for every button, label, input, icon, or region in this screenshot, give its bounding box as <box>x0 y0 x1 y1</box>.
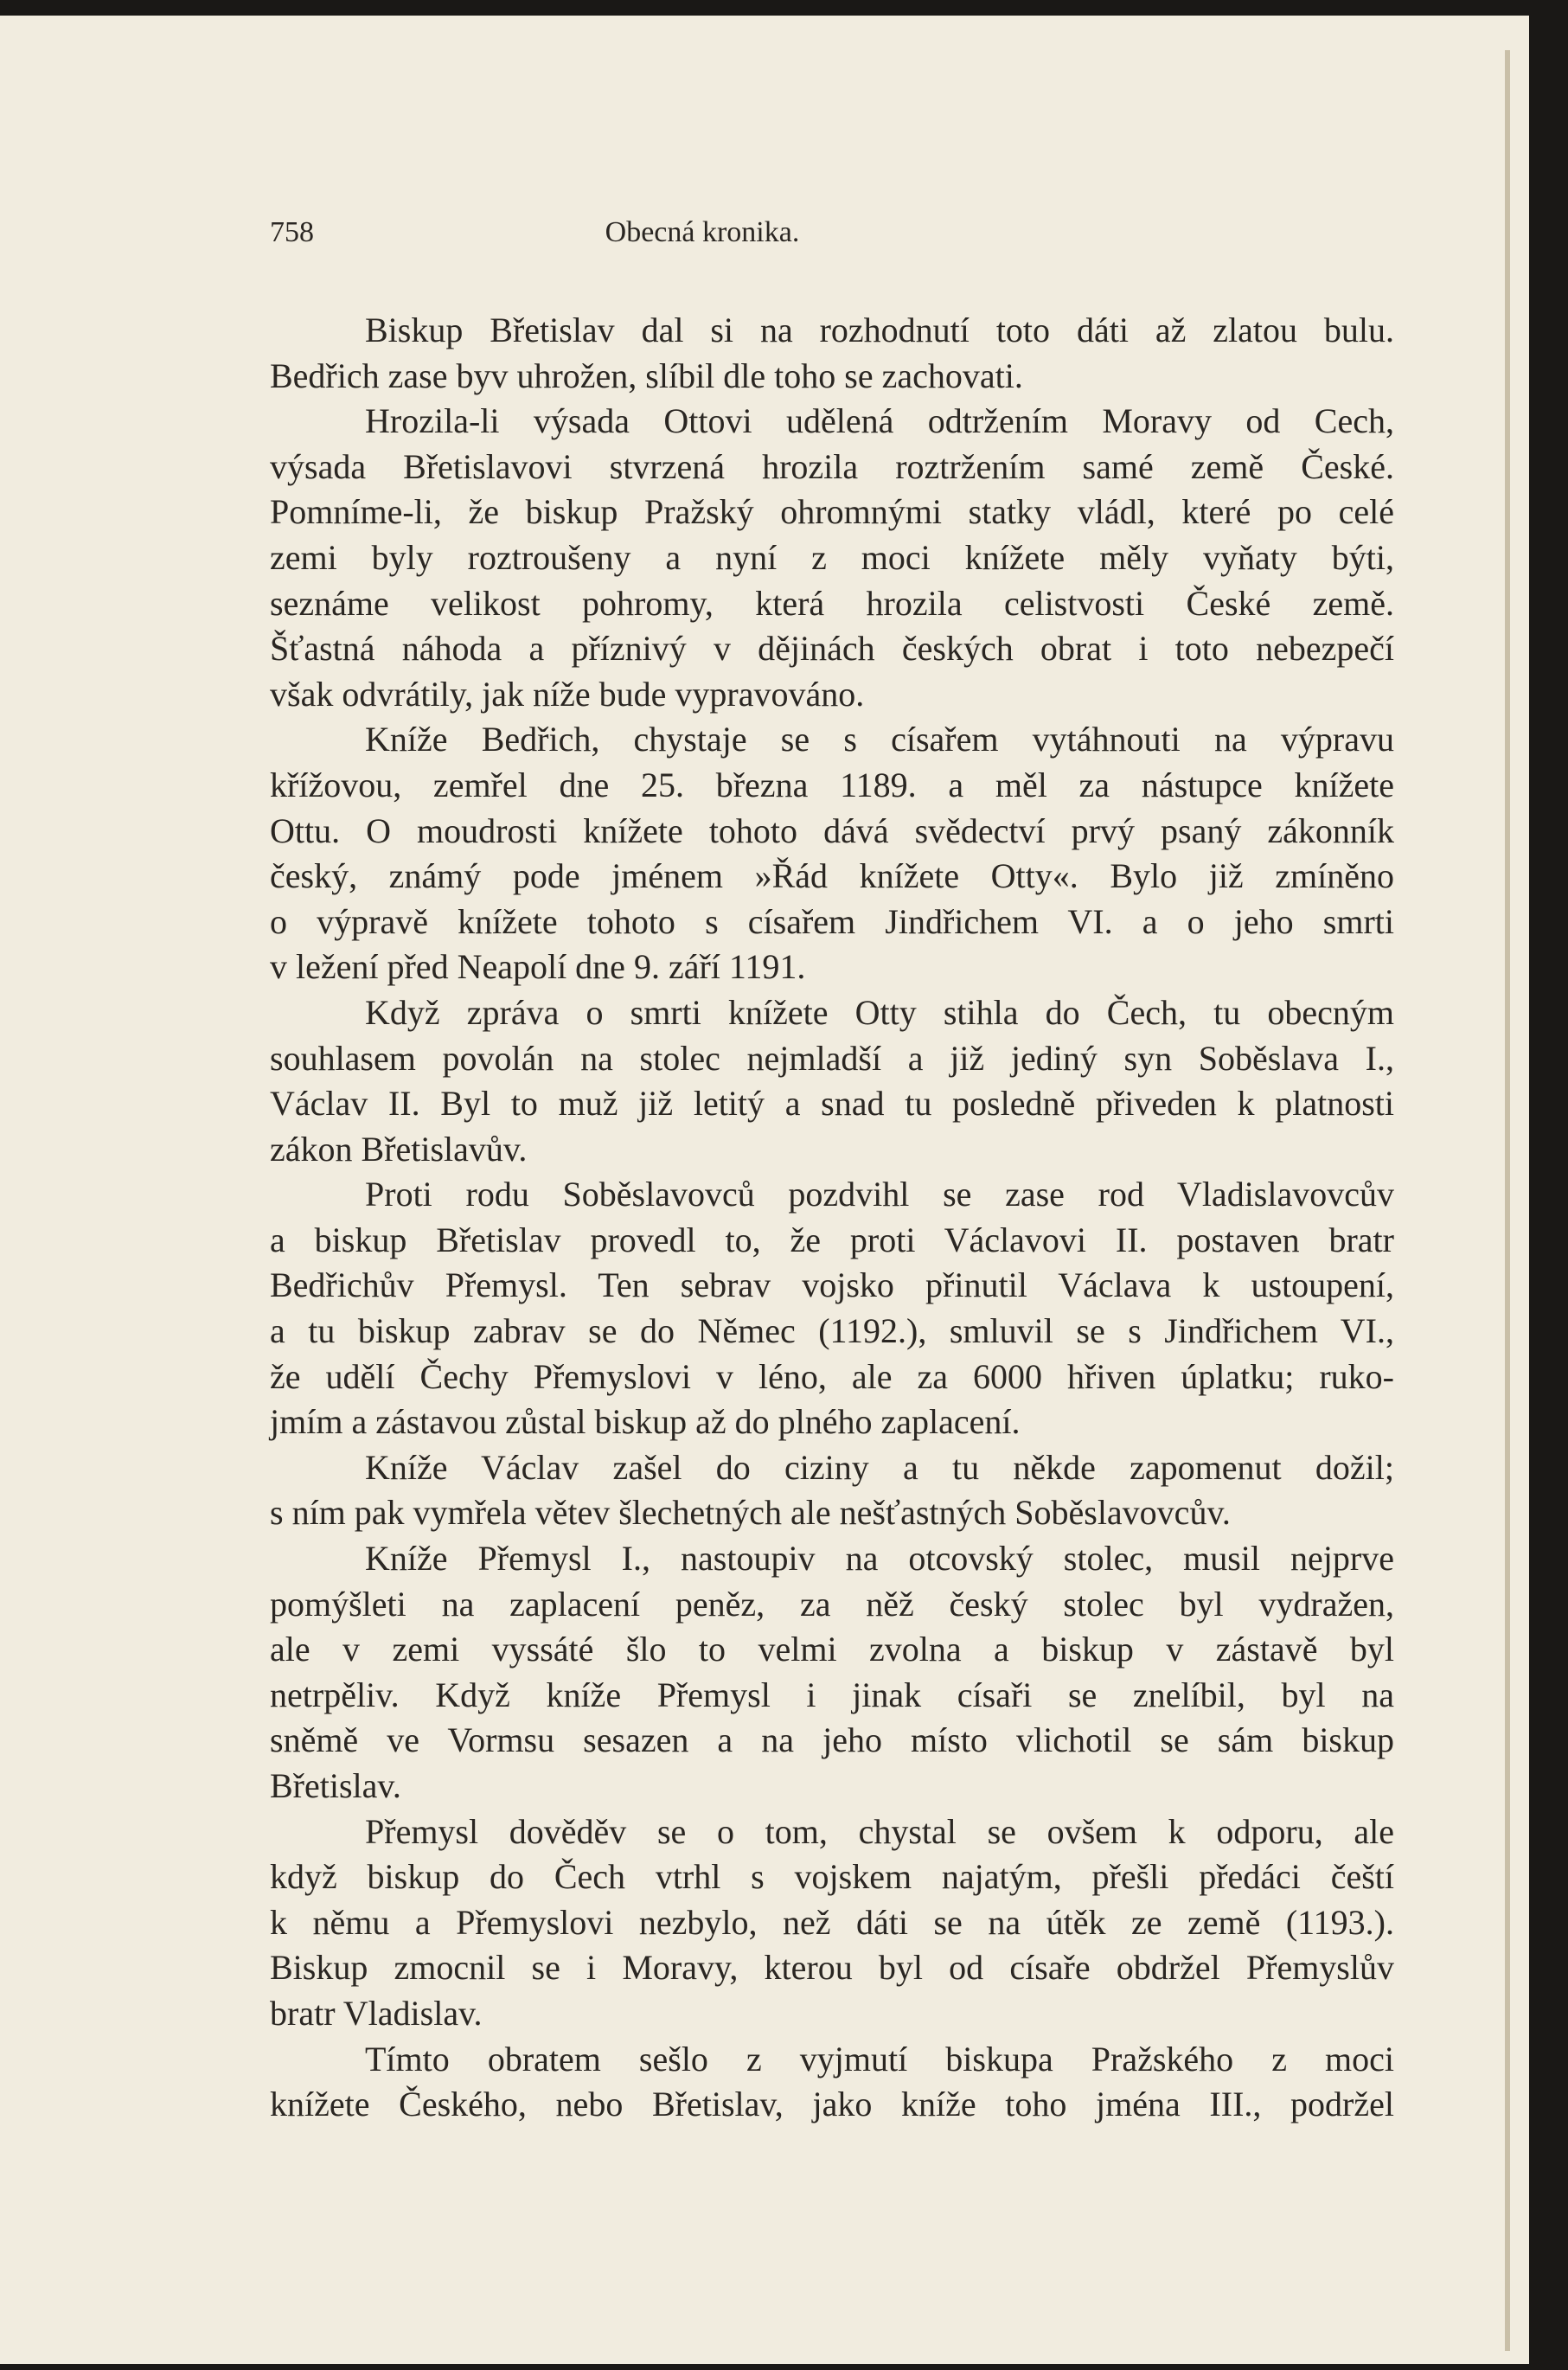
text-line: že udělí Čechy Přemyslovi v léno, ale za 6000 hřiven úplatku; ruko- <box>270 1356 1394 1396</box>
body-text <box>270 308 1394 2128</box>
page-edge-shadow <box>1505 50 1510 2351</box>
running-header <box>270 216 1394 259</box>
text-line: Kníže Bedřich, chystaje se s císařem vytáhnouti na výpravu <box>365 720 1394 759</box>
text-line: Když zpráva o smrti knížete Otty stihla do Čech, tu obecným <box>365 992 1394 1032</box>
text-line: Kníže Václav zašel do ciziny a tu někde zapomenut dožil; <box>365 1447 1394 1487</box>
text-line: Břetislav. <box>270 1766 401 1805</box>
text-line: Václav II. Byl to muž již letitý a snad tu posledně přiveden k platnosti <box>270 1084 1394 1124</box>
text-line: bratr Vladislav. <box>270 1993 483 2033</box>
text-line: Tímto obratem sešlo z vyjmutí biskupa Pražského z moci <box>365 2039 1394 2079</box>
text-line: o výpravě knížete tohoto s císařem Jindřichem VI. a o jeho smrti <box>270 901 1394 941</box>
text-line: Pomníme-li, že biskup Pražský ohromnými statky vládl, které po celé <box>270 492 1394 532</box>
text-line: k němu a Přemyslovi nezbylo, než dáti se na útěk ze země (1193.). <box>270 1902 1394 1942</box>
text-line: seznáme velikost pohromy, která hrozila celistvosti České země. <box>270 583 1394 623</box>
text-line: Bedřich zase byv uhrožen, slíbil dle toho se zachovati. <box>270 356 1023 395</box>
text-line: zákon Břetislavův. <box>270 1129 528 1169</box>
text-line: pomýšleti na zaplacení peněz, za něž český stolec byl vydražen, <box>270 1584 1394 1624</box>
text-line: Hrozila-li výsada Ottovi udělená odtržením Moravy od Cech, <box>365 401 1394 441</box>
text-line: s ním pak vymřela větev šlechetných ale nešťastných Soběslavovcův. <box>270 1493 1231 1533</box>
running-title: Obecná kronika. <box>605 216 800 248</box>
text-line: Ottu. O moudrosti knížete tohoto dává svědectví prvý psaný zákonník <box>270 810 1394 850</box>
text-line: český, známý pode jménem »Řád knížete Otty«. Bylo již zmíněno <box>270 856 1394 896</box>
text-line: jmím a zástavou zůstal biskup až do plného zaplacení. <box>270 1402 1021 1442</box>
book-page <box>0 16 1529 2364</box>
text-line: Bedřichův Přemysl. Ten sebrav vojsko přinutil Václava k ustoupení, <box>270 1265 1394 1305</box>
text-line: sněmě ve Vormsu sesazen a na jeho místo vlichotil se sám biskup <box>270 1720 1394 1760</box>
text-line: v ležení před Neapolí dne 9. září 1191. <box>270 947 806 987</box>
text-line: knížete Českého, nebo Břetislav, jako kníže toho jména III., podržel <box>270 2085 1394 2124</box>
text-line: souhlasem povolán na stolec nejmladší a již jediný syn Soběslava I., <box>270 1038 1394 1078</box>
text-line: a tu biskup zabrav se do Němec (1192.), smluvil se s Jindřichem VI., <box>270 1311 1394 1351</box>
text-line: Přemysl dověděv se o tom, chystal se ovšem k odporu, ale <box>365 1811 1394 1851</box>
text-line: Biskup zmocnil se i Moravy, kterou byl od císaře obdržel Přemyslův <box>270 1948 1394 1988</box>
text-line: zemi byly roztroušeny a nyní z moci knížete měly vyňaty býti, <box>270 537 1394 577</box>
text-line: a biskup Břetislav provedl to, že proti Václavovi II. postaven bratr <box>270 1220 1394 1259</box>
text-line: výsada Břetislavovi stvrzená hrozila roztržením samé země České. <box>270 446 1394 486</box>
text-line: Kníže Přemysl I., nastoupiv na otcovský stolec, musil nejprve <box>365 1539 1394 1579</box>
text-line: ale v zemi vyssáté šlo to velmi zvolna a biskup v zástavě byl <box>270 1630 1394 1669</box>
text-line: Biskup Břetislav dal si na rozhodnutí toto dáti až zlatou bulu. <box>365 311 1394 349</box>
text-line: netrpěliv. Když kníže Přemysl i jinak císaři se znelíbil, byl na <box>270 1675 1394 1714</box>
text-line: Šťastná náhoda a příznivý v dějinách českých obrat i toto nebezpečí <box>270 629 1394 669</box>
text-line: však odvrátily, jak níže bude vypravováno. <box>270 674 865 714</box>
page-number: 758 <box>270 216 314 248</box>
text-line: křížovou, zemřel dne 25. března 1189. a měl za nástupce knížete <box>270 765 1394 804</box>
text-line: Proti rodu Soběslavovců pozdvihl se zase rod Vladislavovcův <box>365 1175 1394 1214</box>
text-line: když biskup do Čech vtrhl s vojskem najatým, přešli předáci čeští <box>270 1857 1394 1897</box>
